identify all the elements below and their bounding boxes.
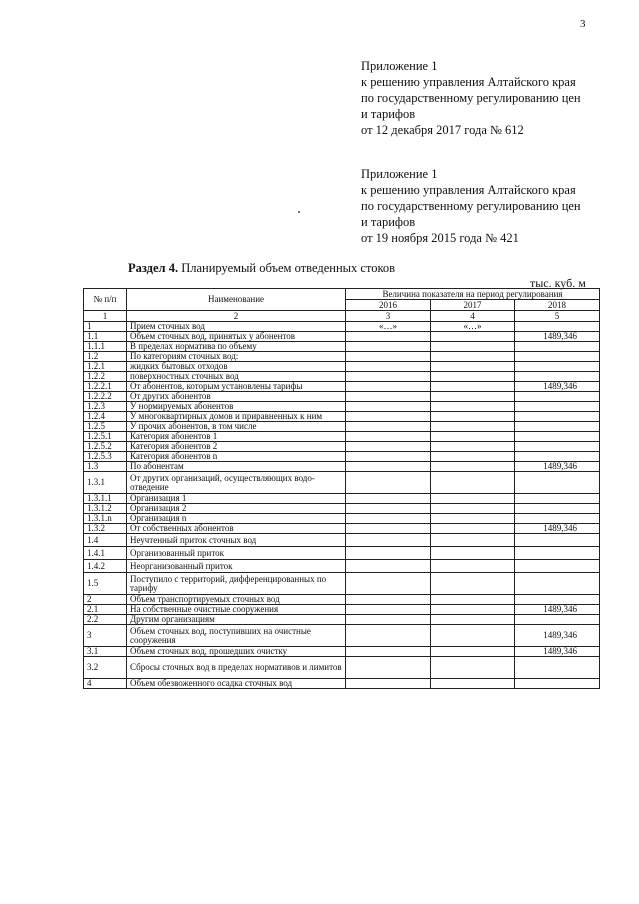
row-name: От собственных абонентов [127,524,346,534]
row-value-2016 [346,412,431,422]
row-value-2017 [431,547,515,560]
section-title [128,261,395,276]
row-number: 4 [84,679,127,689]
appendix-line: от 19 ноября 2015 года № 421 [361,231,519,245]
row-name: От других организаций, осуществляющих водо-отведение [127,472,346,494]
row-value-2018 [515,392,600,402]
row-name: Объем обезвоженного осадка сточных вод [127,679,346,689]
row-number: 1.3.1.n [84,514,127,524]
row-name: Организация 1 [127,494,346,504]
row-name: Поступило с территорий, дифференцированных по тарифу [127,573,346,595]
row-value-2017 [431,402,515,412]
row-number: 1.3.1.2 [84,504,127,514]
row-value-2018 [515,352,600,362]
row-name: Организованный приток [127,547,346,560]
header-name: Наименование [127,289,346,311]
row-number: 1.1 [84,332,127,342]
row-value-2016 [346,382,431,392]
row-value-2018 [515,452,600,462]
table-row [84,657,600,679]
row-name: Объем сточных вод, прошедших очистку [127,647,346,657]
table-row [84,605,600,615]
page-number: 3 [580,18,586,30]
row-name: Прием сточных вод [127,322,346,332]
row-number: 1.5 [84,573,127,595]
row-number: 1.3.1 [84,472,127,494]
row-name: Неучтенный приток сточных вод [127,534,346,547]
table-row [84,534,600,547]
row-number: 1.3 [84,462,127,472]
row-name: Категория абонентов 2 [127,442,346,452]
appendix-line: Приложение 1 [361,59,438,73]
row-value-2017 [431,524,515,534]
row-value-2016 [346,392,431,402]
row-value-2018 [515,422,600,432]
table-row [84,332,600,342]
row-number: 1.4 [84,534,127,547]
appendix-line: к решению управления Алтайского края [361,75,576,89]
row-number: 1.2 [84,352,127,362]
wastewater-volume-table [83,288,600,689]
table-row [84,402,600,412]
row-value-2018 [515,402,600,412]
table-row [84,372,600,382]
row-value-2018 [515,412,600,422]
row-value-2017 [431,372,515,382]
appendix-line: от 12 декабря 2017 года № 612 [361,123,524,137]
col-number-1: 1 [84,311,127,322]
header-year-2016: 2016 [346,300,431,311]
row-value-2018 [515,573,600,595]
row-value-2016 [346,422,431,432]
row-value-2017 [431,472,515,494]
table-row [84,452,600,462]
table-row [84,392,600,402]
row-number: 1 [84,322,127,332]
appendix-line: к решению управления Алтайского края [361,183,576,197]
row-name: жидких бытовых отходов [127,362,346,372]
row-number: 1.2.5 [84,422,127,432]
row-value-2017 [431,462,515,472]
row-value-2016 [346,452,431,462]
row-value-2016 [346,462,431,472]
row-name: Категория абонентов 1 [127,432,346,442]
row-value-2016: «…» [346,322,431,332]
table-row [84,573,600,595]
header-period: Величина показателя на период регулирования [346,289,600,300]
stray-dot [298,211,300,213]
row-number: 1.1.1 [84,342,127,352]
row-value-2017 [431,422,515,432]
row-value-2016 [346,362,431,372]
table-row [84,352,600,362]
header-year-2017: 2017 [431,300,515,311]
table-body [84,322,600,689]
row-value-2017 [431,494,515,504]
row-value-2018 [515,534,600,547]
appendix-line: и тарифов [361,215,416,229]
row-value-2017 [431,679,515,689]
row-value-2018: 1489,346 [515,462,600,472]
row-value-2017 [431,625,515,647]
table-row [84,547,600,560]
row-name: По абонентам [127,462,346,472]
table-row [84,462,600,472]
row-value-2016 [346,524,431,534]
row-name: Категория абонентов n [127,452,346,462]
table-row [84,560,600,573]
row-value-2018: 1489,346 [515,625,600,647]
row-value-2017 [431,647,515,657]
row-number: 1.2.5.2 [84,442,127,452]
col-number-2: 2 [127,311,346,322]
row-value-2016 [346,494,431,504]
row-value-2018 [515,514,600,524]
row-number: 1.2.3 [84,402,127,412]
table-row [84,494,600,504]
table-row [84,412,600,422]
row-number: 1.2.5.1 [84,432,127,442]
row-number: 1.4.2 [84,560,127,573]
table-row [84,362,600,372]
row-value-2017 [431,392,515,402]
row-value-2016 [346,615,431,625]
row-value-2016 [346,352,431,362]
col-number-3: 3 [346,311,431,322]
appendix-line: и тарифов [361,107,416,121]
row-number: 2 [84,595,127,605]
row-name: Организация 2 [127,504,346,514]
table-row [84,595,600,605]
header-num: № п/п [84,289,127,311]
table-row [84,342,600,352]
row-value-2017 [431,382,515,392]
row-value-2017 [431,362,515,372]
table-row [84,422,600,432]
appendix-line: Приложение 1 [361,167,438,181]
row-value-2018 [515,560,600,573]
table-row [84,504,600,514]
row-value-2016 [346,372,431,382]
row-value-2016 [346,504,431,514]
table-row [84,524,600,534]
row-number: 1.4.1 [84,547,127,560]
row-value-2016 [346,432,431,442]
table-row [84,514,600,524]
row-name: Объем сточных вод, принятых у абонентов [127,332,346,342]
units-label: тыс. куб. м [530,276,586,290]
row-value-2017 [431,442,515,452]
appendix-block-current [361,58,581,138]
row-name: Сбросы сточных вод в пределах нормативов и лимитов [127,657,346,679]
row-value-2018 [515,432,600,442]
row-value-2016 [346,442,431,452]
row-value-2016 [346,573,431,595]
row-value-2018 [515,679,600,689]
appendix-block-previous [361,166,581,246]
row-value-2018 [515,372,600,382]
table-row [84,382,600,392]
row-value-2017 [431,514,515,524]
row-number: 1.2.2.1 [84,382,127,392]
section-name: Планируемый объем отведенных стоков [181,261,396,275]
row-value-2016 [346,547,431,560]
row-value-2016 [346,534,431,547]
row-value-2017 [431,332,515,342]
table-row [84,432,600,442]
row-value-2017 [431,504,515,514]
row-name: поверхностных сточных вод [127,372,346,382]
row-name: Объем транспортируемых сточных вод [127,595,346,605]
row-name: От других абонентов [127,392,346,402]
row-value-2017 [431,534,515,547]
section-label: Раздел 4. [128,261,179,275]
row-value-2018: 1489,346 [515,647,600,657]
row-value-2017 [431,573,515,595]
row-value-2018 [515,472,600,494]
row-value-2018 [515,657,600,679]
row-number: 3.2 [84,657,127,679]
table-row [84,615,600,625]
row-number: 1.2.4 [84,412,127,422]
row-number: 1.2.1 [84,362,127,372]
row-value-2017 [431,560,515,573]
row-value-2018 [515,342,600,352]
row-name: На собственные очистные сооружения [127,605,346,615]
row-name: Организация n [127,514,346,524]
row-name: У нормируемых абонентов [127,402,346,412]
row-name: У прочих абонентов, в том числе [127,422,346,432]
row-value-2017 [431,412,515,422]
row-value-2018 [515,504,600,514]
table-row [84,472,600,494]
row-value-2016 [346,332,431,342]
row-value-2016 [346,342,431,352]
row-value-2016 [346,472,431,494]
row-value-2017 [431,432,515,442]
row-value-2018 [515,547,600,560]
row-value-2016 [346,514,431,524]
row-number: 2.1 [84,605,127,615]
row-value-2018: 1489,346 [515,382,600,392]
row-value-2016 [346,595,431,605]
row-value-2016 [346,647,431,657]
row-value-2018 [515,442,600,452]
row-name: Другим организациям [127,615,346,625]
row-value-2018 [515,362,600,372]
header-year-2018: 2018 [515,300,600,311]
row-value-2017: «…» [431,322,515,332]
row-name: По категориям сточных вод: [127,352,346,362]
appendix-line: по государственному регулированию цен [361,199,581,213]
row-number: 1.2.2.2 [84,392,127,402]
row-value-2016 [346,560,431,573]
appendix-line: по государственному регулированию цен [361,91,581,105]
row-value-2017 [431,452,515,462]
row-number: 3 [84,625,127,647]
table-row [84,647,600,657]
row-name: Неорганизованный приток [127,560,346,573]
table-row [84,442,600,452]
table-row [84,322,600,332]
col-number-5: 5 [515,311,600,322]
row-value-2018: 1489,346 [515,605,600,615]
table-row [84,625,600,647]
row-value-2018 [515,615,600,625]
row-name: Объем сточных вод, поступивших на очистные сооружения [127,625,346,647]
row-number: 2.2 [84,615,127,625]
row-number: 1.3.1.1 [84,494,127,504]
row-value-2016 [346,605,431,615]
row-value-2018 [515,595,600,605]
row-number: 1.2.5.3 [84,452,127,462]
row-value-2016 [346,657,431,679]
row-value-2018 [515,322,600,332]
row-value-2016 [346,679,431,689]
row-number: 1.3.2 [84,524,127,534]
row-value-2017 [431,615,515,625]
row-number: 3.1 [84,647,127,657]
row-value-2018 [515,494,600,504]
row-value-2017 [431,595,515,605]
row-name: У многоквартирных домов и приравненных к ним [127,412,346,422]
row-value-2017 [431,657,515,679]
table-row [84,679,600,689]
row-value-2018: 1489,346 [515,524,600,534]
row-number: 1.2.2 [84,372,127,382]
row-value-2017 [431,352,515,362]
row-value-2018: 1489,346 [515,332,600,342]
row-value-2017 [431,342,515,352]
row-name: От абонентов, которым установлены тарифы [127,382,346,392]
row-value-2017 [431,605,515,615]
row-value-2016 [346,402,431,412]
col-number-4: 4 [431,311,515,322]
row-name: В пределах норматива по объему [127,342,346,352]
row-value-2016 [346,625,431,647]
